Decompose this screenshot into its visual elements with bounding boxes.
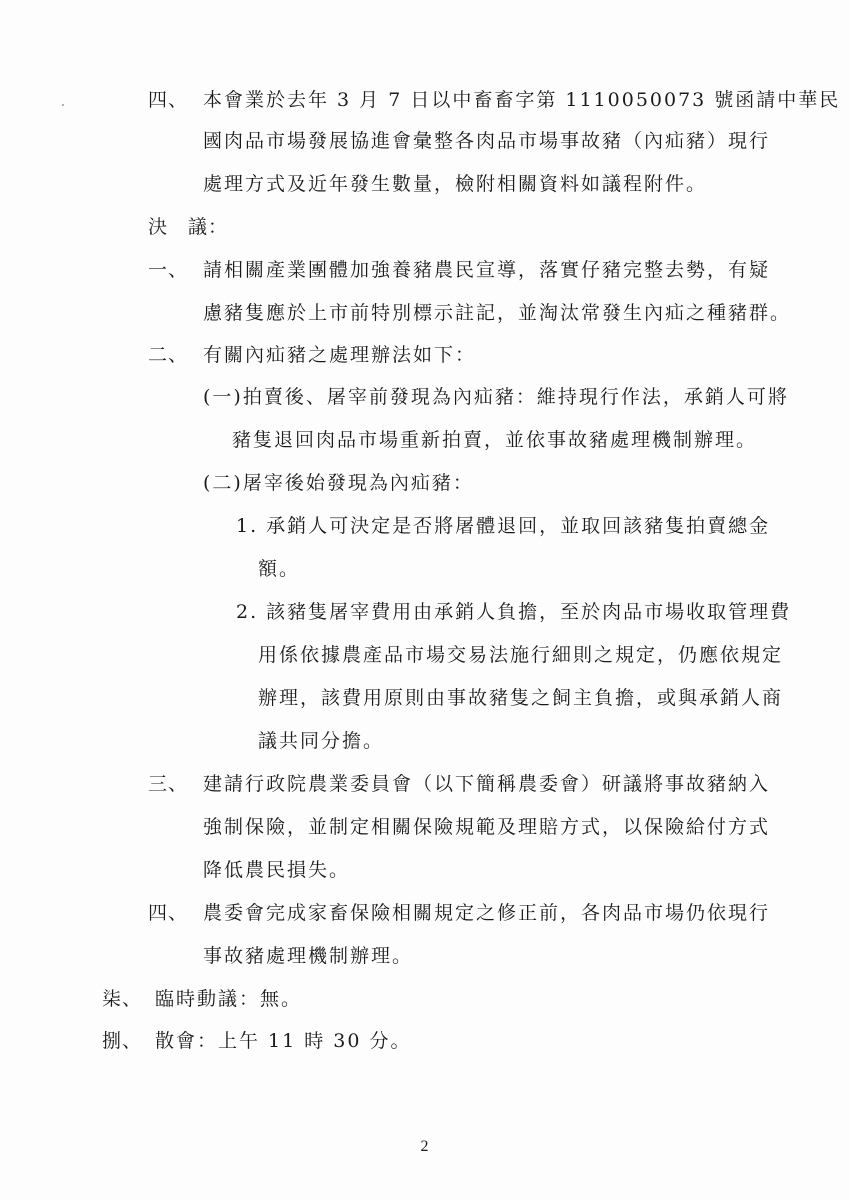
resolution-2-sub-2-point-2-line-2: 用係依據農產品市場交易法施行細則之規定，仍應依規定 [258,644,784,666]
resolution-2-sub-1-line-1: (一)拍賣後、屠宰前發現為內疝豬：維持現行作法，承銷人可將 [203,386,789,408]
resolution-3-line-3: 降低農民損失。 [203,859,351,881]
resolution-3-label: 三、 [148,773,189,795]
scan-speck [62,104,64,106]
resolution-2-label: 二、 [148,344,189,366]
item-4-label: 四、 [148,89,189,111]
resolution-4-line-1: 農委會完成家畜保險相關規定之修正前，各肉品市場仍依現行 [203,902,771,924]
resolution-2-sub-2-point-1-line-1: 1. 承銷人可決定是否將屠體退回，並取回該豬隻拍賣總金 [236,515,771,537]
resolution-2-sub-2-point-2-line-4: 議共同分擔。 [258,730,385,752]
resolution-2-line: 有關內疝豬之處理辦法如下： [203,344,477,366]
item-4-line-1: 本會業於去年 3 月 7 日以中畜畜字第 1110050073 號函請中華民 [203,89,841,111]
resolution-4-label: 四、 [148,902,189,924]
resolution-2-sub-1-line-2: 豬隻退回肉品市場重新拍賣，並依事故豬處理機制辦理。 [232,429,758,451]
section-8-label: 捌、 [102,1030,143,1052]
section-7-text: 臨時動議：無。 [155,988,303,1010]
resolution-3-line-1: 建請行政院農業委員會（以下簡稱農委會）研議將事故豬納入 [203,773,771,795]
resolution-3-line-2: 強制保險，並制定相關保險規範及理賠方式，以保險給付方式 [203,816,771,838]
resolution-1-line-1: 請相關產業團體加強養豬農民宣導，落實仔豬完整去勢，有疑 [203,259,771,281]
item-4-line-2: 國肉品市場發展協進會彙整各肉品市場事故豬（內疝豬）現行 [203,130,771,152]
resolution-2-sub-2-line: (二)屠宰後始發現為內疝豬： [203,472,474,494]
resolution-2-sub-2-point-1-line-2: 額。 [258,558,301,580]
resolution-1-label: 一、 [148,259,189,281]
page-number: 2 [420,1138,429,1155]
resolution-2-sub-2-point-2-line-3: 辦理，該費用原則由事故豬隻之飼主負擔，或與承銷人商 [258,687,784,709]
resolution-4-line-2: 事故豬處理機制辦理。 [203,945,414,967]
item-4-line-3: 處理方式及近年發生數量，檢附相關資料如議程附件。 [203,173,708,195]
resolution-heading: 決 議： [148,216,229,238]
section-8-text: 散會：上午 11 時 30 分。 [155,1030,412,1052]
section-7-label: 柒、 [102,988,143,1010]
resolution-2-sub-2-point-2-line-1: 2. 該豬隻屠宰費用由承銷人負擔，至於肉品市場收取管理費 [236,601,792,623]
resolution-1-line-2: 慮豬隻應於上市前特別標示註記，並淘汰常發生內疝之種豬群。 [203,302,792,324]
